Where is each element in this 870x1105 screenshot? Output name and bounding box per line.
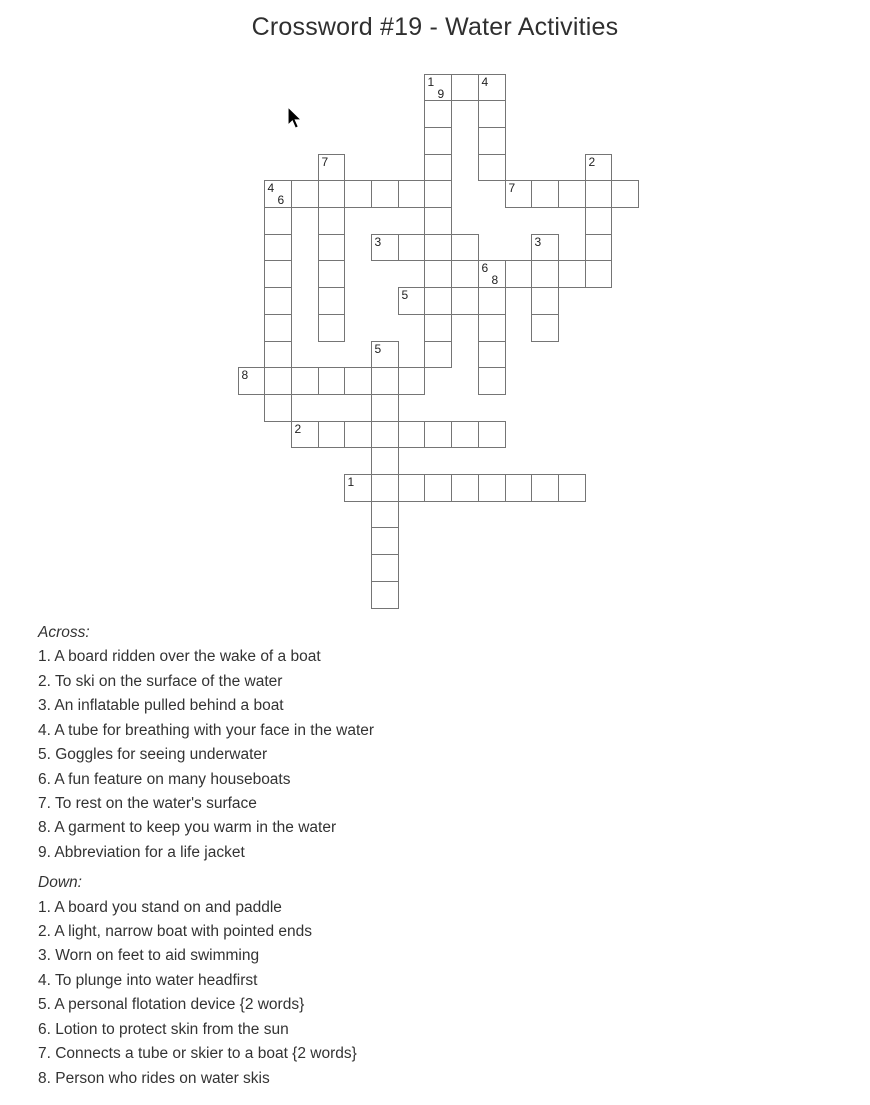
grid-cell[interactable] [424,154,452,181]
down-clue-4: 4. To plunge into water headfirst [38,971,258,989]
grid-cell[interactable] [478,341,506,368]
grid-cell[interactable] [585,154,612,181]
grid-cell[interactable] [264,234,292,261]
grid-cell[interactable] [371,394,399,422]
grid-cell[interactable] [398,421,425,448]
grid-cell[interactable] [424,207,452,235]
grid-cell[interactable] [291,180,319,208]
grid-cell[interactable] [451,287,479,315]
grid-cell[interactable] [611,180,639,208]
across-clue-9: 9. Abbreviation for a life jacket [38,843,245,861]
cell-number: 1 [347,475,355,489]
down-clue-7: 7. Connects a tube or skier to a boat {2 words} [38,1045,357,1063]
grid-cell[interactable] [398,474,425,502]
grid-cell[interactable] [505,180,532,208]
clue-list [38,621,374,1091]
grid-cell[interactable] [291,421,319,448]
across-header: Across: [38,624,90,641]
cell-number: 7 [321,155,329,169]
grid-cell[interactable] [371,447,399,475]
grid-cell[interactable] [558,474,586,502]
across-clues-section [38,645,374,865]
grid-cell[interactable] [531,314,559,342]
grid-cell[interactable] [264,207,292,235]
cell-number: 3 [534,235,542,249]
down-clue-1: 1. A board you stand on and paddle [38,898,282,916]
grid-cell[interactable] [478,100,506,128]
across-clue-6: 6. A fun feature on many houseboats [38,770,291,788]
grid-cell[interactable] [585,260,612,288]
cell-number: 8 [241,368,249,382]
grid-cell[interactable] [585,180,612,208]
grid-cell[interactable] [344,421,372,448]
grid-cell[interactable] [318,260,345,288]
grid-cell[interactable] [451,234,479,261]
grid-cell[interactable] [478,127,506,155]
grid-cell[interactable] [264,341,292,368]
grid-cell[interactable] [371,421,399,448]
cell-number: 8 [491,272,499,287]
grid-cell[interactable] [264,394,292,422]
grid-cell[interactable] [505,474,532,502]
cell-number: 4 [481,75,489,89]
grid-cell[interactable] [478,154,506,181]
across-clue-4: 4. A tube for breathing with your face in the water [38,721,375,739]
grid-cell[interactable] [531,260,559,288]
grid-cell[interactable] [424,100,452,128]
cell-number: 4 [267,181,275,195]
across-clue-3: 3. An inflatable pulled behind a boat [38,697,284,715]
across-clue-5: 5. Goggles for seeing underwater [38,746,268,764]
grid-cell[interactable] [398,287,425,315]
down-clue-8: 8. Person who rides on water skis [38,1069,270,1087]
grid-cell[interactable] [344,180,372,208]
grid-cell[interactable] [318,367,345,395]
grid-cell[interactable] [478,421,506,448]
grid-cell[interactable] [531,287,559,315]
page-title: Crossword #19 - Water Activities [251,13,619,41]
grid-cell[interactable] [371,501,399,528]
grid-cell[interactable] [291,367,319,395]
grid-cell[interactable] [318,314,345,342]
grid-cell[interactable] [424,234,452,261]
cell-number: 2 [294,422,302,436]
grid-cell[interactable] [478,287,506,315]
grid-cell[interactable] [424,127,452,155]
grid-cell[interactable] [238,367,265,395]
grid-cell[interactable] [478,74,506,101]
cell-number: 5 [401,288,409,302]
grid-cell[interactable] [451,421,479,448]
cell-number: 5 [374,342,382,356]
across-clue-2: 2. To ski on the surface of the water [38,672,283,690]
grid-cell[interactable] [505,260,532,288]
down-clue-5: 5. A personal flotation device {2 words} [38,996,305,1014]
grid-cell[interactable] [318,207,345,235]
grid-cell[interactable] [478,314,506,342]
grid-cell[interactable] [424,341,452,368]
grid-cell[interactable] [398,234,425,261]
across-clue-8: 8. A garment to keep you warm in the water [38,819,337,837]
cell-number: 1 [427,75,435,89]
cell-number: 9 [437,86,445,101]
grid-cell[interactable] [424,314,452,342]
grid-cell[interactable] [451,474,479,502]
grid-cell[interactable] [318,234,345,261]
grid-cell[interactable] [478,367,506,395]
grid-cell[interactable] [371,581,399,609]
down-clues-section [38,896,374,1091]
grid-cell[interactable] [264,287,292,315]
grid-cell[interactable] [264,180,292,208]
grid-cell[interactable] [371,554,399,582]
across-clue-1: 1. A board ridden over the wake of a boat [38,648,321,666]
cell-number: 2 [588,155,596,169]
grid-cell[interactable] [264,314,292,342]
grid-cell[interactable] [424,287,452,315]
down-clue-6: 6. Lotion to protect skin from the sun [38,1020,289,1038]
grid-cell[interactable] [558,180,586,208]
grid-cell[interactable] [398,367,425,395]
grid-cell[interactable] [531,474,559,502]
cell-number: 6 [277,192,285,207]
grid-cell[interactable] [531,180,559,208]
grid-cell[interactable] [371,474,399,502]
grid-cell[interactable] [318,180,345,208]
grid-cell[interactable] [264,367,292,395]
grid-cell[interactable] [371,234,399,261]
cell-number: 3 [374,235,382,249]
grid-cell[interactable] [424,474,452,502]
cell-number: 7 [508,181,516,195]
grid-cell[interactable] [558,260,586,288]
grid-cell[interactable] [424,260,452,288]
grid-cell[interactable] [371,341,399,368]
grid-cell[interactable] [318,287,345,315]
grid-cell[interactable] [371,367,399,395]
grid-cell[interactable] [318,154,345,181]
grid-cell[interactable] [344,367,372,395]
grid-cell[interactable] [424,421,452,448]
grid-cell[interactable] [398,180,425,208]
grid-cell[interactable] [264,260,292,288]
cell-number: 6 [481,261,489,275]
grid-cell[interactable] [585,207,612,235]
grid-cell[interactable] [531,234,559,261]
grid-cell[interactable] [585,234,612,261]
grid-cell[interactable] [478,474,506,502]
down-clue-2: 2. A light, narrow boat with pointed ends [38,923,313,941]
grid-cell[interactable] [478,260,506,288]
grid-cell[interactable] [424,180,452,208]
down-clue-3: 3. Worn on feet to aid swimming [38,947,260,965]
grid-cell[interactable] [424,74,452,101]
mouse-cursor-icon [286,106,303,132]
across-clue-7: 7. To rest on the water's surface [38,794,257,812]
grid-cell[interactable] [371,180,399,208]
grid-cell[interactable] [344,474,372,502]
down-header: Down: [38,874,82,892]
grid-cell[interactable] [371,527,399,555]
grid-cell[interactable] [318,421,345,448]
grid-cell[interactable] [451,74,479,101]
